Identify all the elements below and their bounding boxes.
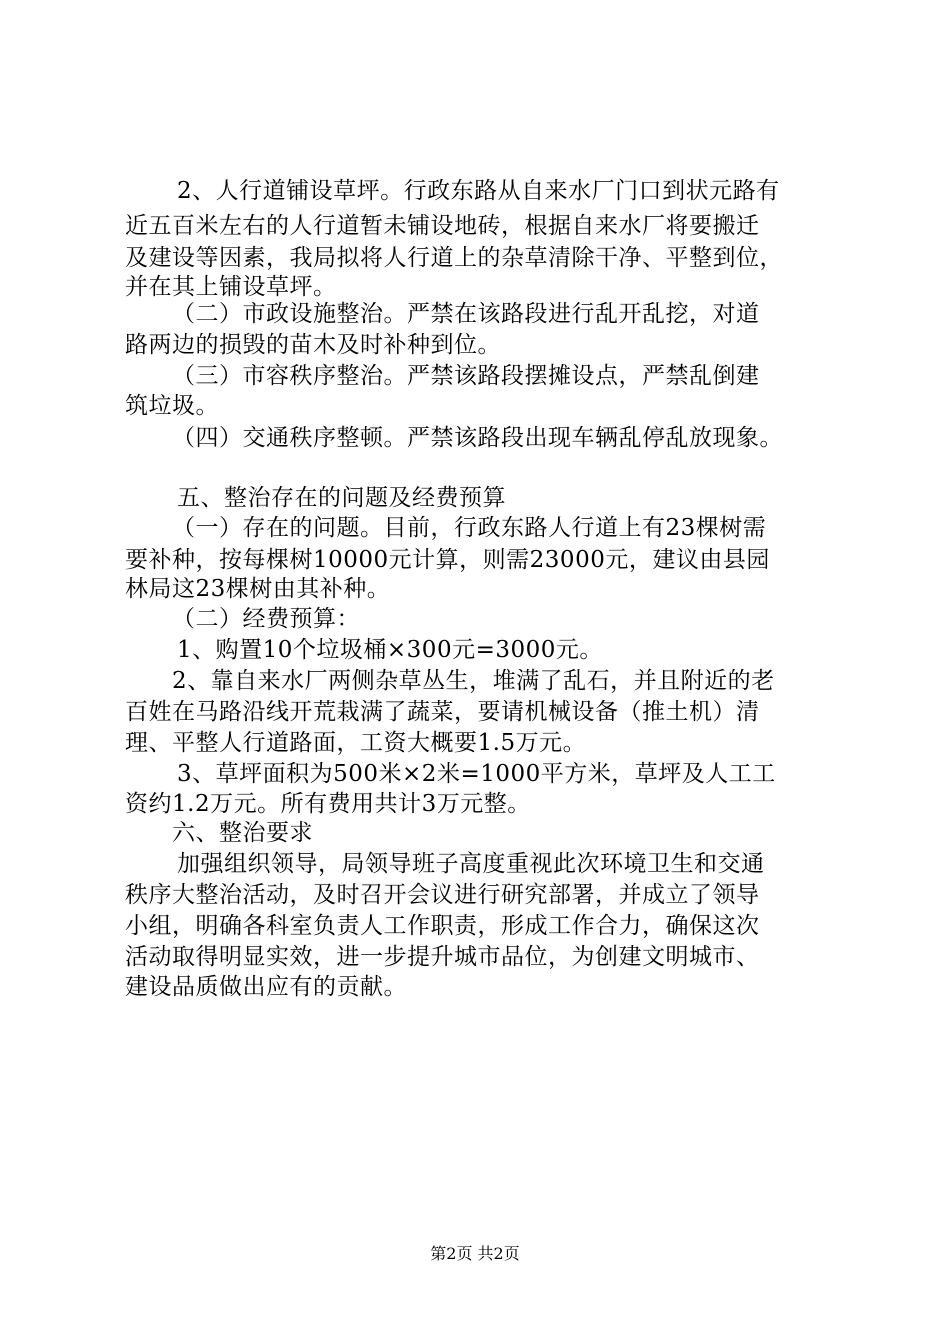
text-line: 秩序大整治活动，及时召开会议进行研究部署，并成立了领导 [125, 882, 760, 908]
text-line: 活动取得明显实效，进一步提升城市品位，为创建文明城市、 [125, 944, 760, 970]
text-line: 建设品质做出应有的贡献。 [125, 974, 407, 1000]
text-line: （四）交通秩序整顿。严禁该路段出现车辆乱停乱放现象。 [172, 425, 783, 451]
text-line: 1、购置10个垃圾桶×300元=3000元。 [177, 637, 603, 663]
text-line: 近五百米左右的人行道暂未铺设地砖，根据自来水厂将要搬迁 [125, 213, 760, 239]
text-line: （二）经费预算： [172, 606, 360, 632]
page-footer: 第2页 共2页 [430, 1244, 520, 1263]
text-line: 理、平整人行道路面，工资大概要1.5万元。 [125, 730, 587, 756]
text-line: 加强组织领导，局领导班子高度重视此次环境卫生和交通 [177, 851, 765, 877]
text-line: 3、草坪面积为500米×2米=1000平方米，草坪及人工工 [177, 761, 776, 787]
text-line: 资约1.2万元。所有费用共计3万元整。 [125, 791, 531, 817]
section-heading: 六、整治要求 [172, 820, 313, 846]
text-line: 小组，明确各科室负责人工作职责，形成工作合力，确保这次 [125, 913, 760, 939]
text-line: 2、靠自来水厂两侧杂草丛生，堆满了乱石，并且附近的老 [172, 668, 775, 694]
text-line: 2、人行道铺设草坪。行政东路从自来水厂门口到状元路有 [177, 178, 780, 204]
text-line: 要补种，按每棵树10000元计算，则需23000元，建议由县园 [125, 547, 770, 573]
text-line: （一）存在的问题。目前，行政东路人行道上有23棵树需 [172, 515, 767, 541]
section-heading: 五、整治存在的问题及经费预算 [177, 485, 506, 511]
text-line: 并在其上铺设草坪。 [125, 274, 337, 300]
text-line: 百姓在马路沿线开荒栽满了蔬菜，要请机械设备（推土机）清 [125, 699, 760, 725]
text-line: （二）市政设施整治。严禁在该路段进行乱开乱挖，对道 [172, 301, 760, 327]
text-line: （三）市容秩序整治。严禁该路段摆摊设点，严禁乱倒建 [172, 363, 760, 389]
text-line: 及建设等因素，我局拟将人行道上的杂草清除干净、平整到位， [125, 245, 783, 271]
text-line: 林局这23棵树由其补种。 [125, 576, 391, 602]
text-line: 筑垃圾。 [125, 393, 219, 419]
text-line: 路两边的损毁的苗木及时补种到位。 [125, 332, 501, 358]
